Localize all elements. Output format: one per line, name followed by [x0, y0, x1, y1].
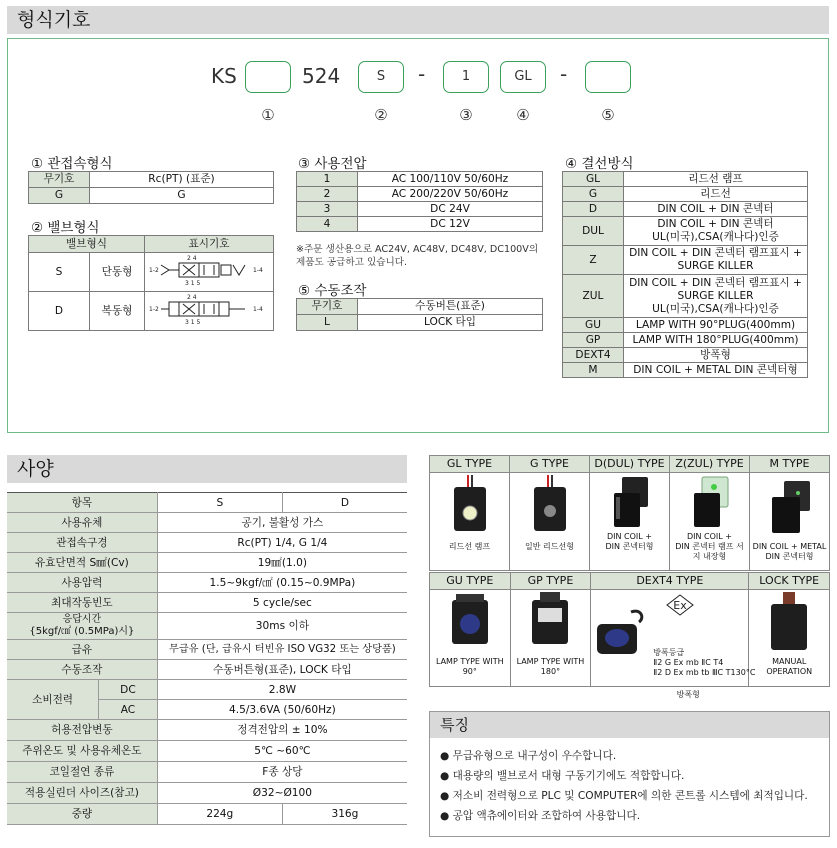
type-caption: DIN COIL + METAL [752, 542, 827, 551]
voltage-code: 3 [297, 202, 358, 217]
wiring-code: GU [563, 318, 624, 333]
solenoid-lamp-90-image [438, 590, 502, 654]
conn-desc: Rc(PT) (표준) [90, 172, 274, 188]
valve-type-heading: ② 밸브형식 [31, 220, 100, 236]
marker-4: ④ [516, 106, 530, 124]
model-code-header [7, 6, 829, 34]
spec-label: 사용압력 [7, 573, 157, 593]
spec-value: 4.5/3.6VA (50/60Hz) [157, 700, 407, 720]
type-dext4-cell [591, 590, 756, 699]
type-caption: 180° [540, 667, 561, 676]
port-right: 1-4 [253, 306, 263, 313]
wiring-desc: 리드선 램프 [624, 172, 808, 187]
code-dash-1: - [418, 62, 426, 86]
wiring-desc: DIN COIL + DIN 콘넥터 램프표시 + SURGE KILLER UL(미국),CSA(캐나다)인증 [624, 275, 808, 318]
wiring-desc: DIN COIL + DIN 콘넥터 UL(미국),CSA(캐나다)인증 [624, 217, 808, 246]
wiring-desc: 방폭형 [624, 348, 808, 363]
spec-col-header: 항목 [7, 493, 157, 513]
spec-value: Ø32~Ø100 [157, 783, 407, 804]
code-box-5 [585, 61, 631, 93]
wiring-code: GL [563, 172, 624, 187]
manual-desc: 수동버튼(표준) [358, 299, 543, 315]
type-m-cell [750, 473, 830, 571]
type-title: DEXT4 TYPE [591, 573, 749, 590]
spec-value: 19㎟(1.0) [157, 553, 407, 573]
wiring-code: ZUL [563, 275, 624, 318]
solenoid-lead-lamp-image [440, 473, 500, 539]
port-left: 1-2 [149, 306, 159, 313]
spec-sublabel: AC [99, 700, 158, 720]
valve-symbol-icon [149, 253, 269, 287]
spec-value: 무급유 (단, 급유시 터빈유 ISO VG32 또는 상당품) [157, 640, 407, 660]
spec-label: 유효단면적 S㎟(Cv) [7, 553, 157, 573]
port-top: 2 4 [187, 255, 197, 262]
voltage-code: 1 [297, 172, 358, 187]
type-caption: 90° [462, 667, 477, 676]
port-right: 1-4 [253, 267, 263, 274]
spec-value: 2.8W [157, 680, 407, 700]
spec-table [7, 492, 407, 825]
wiring-desc: 리드선 [624, 187, 808, 202]
port-top: 2 4 [187, 294, 197, 301]
types-table-row1 [429, 455, 830, 571]
type-caption: 방폭등급 [653, 648, 685, 657]
explosion-proof-solenoid-image [591, 608, 661, 658]
solenoid-metal-din-image [760, 473, 820, 539]
spec-value: 5℃ ~60℃ [157, 741, 407, 762]
section-title: 형식기호 [17, 9, 91, 31]
type-z-cell [670, 473, 750, 571]
voltage-note-2: 제품도 공급하고 있습니다. [296, 257, 408, 268]
type-caption: 방폭형 [676, 690, 700, 699]
spec-label: 최대작동빈도 [7, 593, 157, 613]
spec-value: 공기, 불활성 가스 [157, 513, 407, 533]
manual-desc: LOCK 타입 [358, 315, 543, 331]
wiring-desc: DIN COIL + DIN 콘넥터 [624, 202, 808, 217]
spec-value: Rc(PT) 1/4, G 1/4 [157, 533, 407, 553]
solenoid-lock-image [759, 590, 819, 654]
marker-2: ② [374, 106, 388, 124]
type-title: GP TYPE [510, 573, 591, 590]
spec-value: 정격전압의 ± 10% [157, 720, 407, 741]
conn-code: G [29, 188, 90, 204]
type-title: Z(ZUL) TYPE [670, 456, 750, 473]
type-gu-cell [430, 590, 511, 687]
valve-name: 단동형 [90, 253, 145, 292]
spec-label: 중량 [7, 804, 157, 825]
solenoid-din-lamp-image [680, 473, 740, 529]
type-d-cell [590, 473, 670, 571]
type-caption: Ⅱ2 G Ex mb ⅡC T4 [653, 658, 724, 667]
type-caption: Ⅱ2 D Ex mb tb ⅢC T130°C [653, 668, 756, 677]
spec-col-d: D [282, 493, 407, 513]
wiring-code: DUL [563, 217, 624, 246]
valve-symbol-double [145, 292, 274, 331]
feature-item: ● 저소비 전력형으로 PLC 및 COMPUTER에 의한 콘트롤 시스템에 최적입니다. [440, 790, 808, 802]
manual-code: L [297, 315, 358, 331]
wiring-code: D [563, 202, 624, 217]
spec-label: 코일절연 종류 [7, 762, 157, 783]
type-title: GL TYPE [430, 456, 510, 473]
features-header [430, 712, 829, 738]
valve-type-header: 밸브형식 [29, 236, 145, 253]
spec-weight-s: 224g [157, 804, 282, 825]
valve-code: S [29, 253, 90, 292]
feature-item: ● 대용량의 밸브로서 대형 구동기기에도 적합합니다. [440, 770, 685, 782]
type-title: M TYPE [750, 456, 830, 473]
types-table-row2 [429, 572, 830, 699]
solenoid-lead-image [520, 473, 580, 539]
port-left: 1-2 [149, 267, 159, 274]
voltage-value: AC 100/110V 50/60Hz [358, 172, 543, 187]
connection-table [28, 171, 274, 204]
spec-weight-d: 316g [282, 804, 407, 825]
spec-sublabel: DC [99, 680, 158, 700]
type-caption: DIN 콘넥터형 [605, 542, 654, 551]
type-caption: 리드선 램프 [448, 542, 491, 551]
type-caption: LAMP TYPE WITH [516, 657, 585, 666]
port-bottom: 3 1 5 [185, 319, 201, 326]
voltage-value: DC 24V [358, 202, 543, 217]
type-caption: DIN COIL + [687, 532, 732, 541]
wiring-code: GP [563, 333, 624, 348]
spec-col-s: S [157, 493, 282, 513]
manual-heading: ⑤ 수동조작 [298, 283, 367, 299]
type-gp-cell [510, 590, 591, 687]
wiring-code: DEXT4 [563, 348, 624, 363]
type-title: D(DUL) TYPE [590, 456, 670, 473]
spec-value: 5 cycle/sec [157, 593, 407, 613]
voltage-note-1: ※주문 생산용으로 AC24V, AC48V, DC48V, DC100V의 [296, 244, 539, 255]
spec-label: 응답시간 {5kgf/㎠ (0.5MPa)시} [7, 613, 157, 640]
features-title: 특징 [440, 716, 469, 734]
symbol-header: 표시기호 [145, 236, 274, 253]
code-box-3: 1 [443, 61, 489, 93]
type-caption: DIN COIL + [607, 532, 652, 541]
voltage-code: 2 [297, 187, 358, 202]
marker-1: ① [261, 106, 275, 124]
type-caption: OPERATION [766, 667, 813, 676]
feature-item: ● 공압 액츄에이터와 조합하여 사용합니다. [440, 810, 641, 822]
voltage-table [296, 171, 543, 232]
wiring-code: G [563, 187, 624, 202]
spec-label: 허용전압변동 [7, 720, 157, 741]
type-g-cell [510, 473, 590, 571]
manual-code: 무기호 [297, 299, 358, 315]
type-caption: DIN 콘넥터 램프 서 [675, 542, 744, 551]
spec-value: F종 상당 [157, 762, 407, 783]
type-caption: 지 내장형 [692, 552, 727, 561]
type-gl-cell [430, 473, 510, 571]
valve-type-table [28, 235, 274, 331]
spec-label: 주위온도 및 사용유체온도 [7, 741, 157, 762]
type-caption: DIN 콘넥터형 [765, 552, 814, 561]
valve-symbol-icon [149, 292, 269, 326]
features-panel [429, 711, 830, 837]
type-title: LOCK TYPE [749, 573, 830, 590]
code-box-4: GL [500, 61, 546, 93]
code-box-2: S [358, 61, 404, 93]
feature-item: ● 무급유형으로 내구성이 우수합니다. [440, 750, 617, 762]
type-title: GU TYPE [430, 573, 511, 590]
wiring-code: M [563, 363, 624, 378]
code-box-1 [245, 61, 291, 93]
port-bottom: 3 1 5 [185, 280, 201, 287]
type-lock-cell [749, 590, 830, 687]
code-prefix: KS [211, 64, 237, 88]
code-dash-2: - [560, 62, 568, 86]
type-caption: MANUAL [772, 657, 807, 666]
ex-icon [665, 594, 695, 616]
type-title: G TYPE [510, 456, 590, 473]
conn-desc: G [90, 188, 274, 204]
wiring-desc: LAMP WITH 180°PLUG(400mm) [624, 333, 808, 348]
wiring-heading: ④ 결선방식 [565, 156, 634, 172]
valve-name: 복동형 [90, 292, 145, 331]
voltage-value: AC 200/220V 50/60Hz [358, 187, 543, 202]
manual-table [296, 298, 543, 331]
spec-title: 사양 [17, 458, 54, 480]
features-list [430, 746, 829, 826]
connection-heading: ① 관접속형식 [31, 156, 113, 172]
spec-value: 수동버튼형(표준), LOCK 타입 [157, 660, 407, 680]
spec-value: 1.5~9kgf/㎠ (0.15~0.9MPa) [157, 573, 407, 593]
spec-label: 수동조작 [7, 660, 157, 680]
marker-3: ③ [459, 106, 473, 124]
spec-label: 급유 [7, 640, 157, 660]
type-caption: 일반 리드선형 [525, 542, 574, 551]
solenoid-lamp-180-image [518, 590, 582, 654]
code-number: 524 [302, 64, 341, 88]
spec-value: 30ms 이하 [157, 613, 407, 640]
marker-5: ⑤ [601, 106, 615, 124]
voltage-heading: ③ 사용전압 [298, 156, 367, 172]
valve-code: D [29, 292, 90, 331]
wiring-desc: DIN COIL + METAL DIN 콘넥터형 [624, 363, 808, 378]
spec-header [7, 455, 407, 483]
conn-code: 무기호 [29, 172, 90, 188]
valve-symbol-single [145, 253, 274, 292]
spec-label: 관접속구경 [7, 533, 157, 553]
wiring-desc: LAMP WITH 90°PLUG(400mm) [624, 318, 808, 333]
spec-label: 사용유체 [7, 513, 157, 533]
wiring-desc: DIN COIL + DIN 콘넥터 램프표시 + SURGE KILLER [624, 246, 808, 275]
solenoid-din-image [600, 473, 660, 529]
wiring-table [562, 171, 808, 378]
spec-label: 소비전력 [7, 680, 99, 720]
voltage-value: DC 12V [358, 217, 543, 232]
type-caption: LAMP TYPE WITH [435, 657, 504, 666]
ex-text: Ex [673, 599, 687, 612]
wiring-code: Z [563, 246, 624, 275]
voltage-code: 4 [297, 217, 358, 232]
spec-label: 적용실린더 사이즈(참고) [7, 783, 157, 804]
